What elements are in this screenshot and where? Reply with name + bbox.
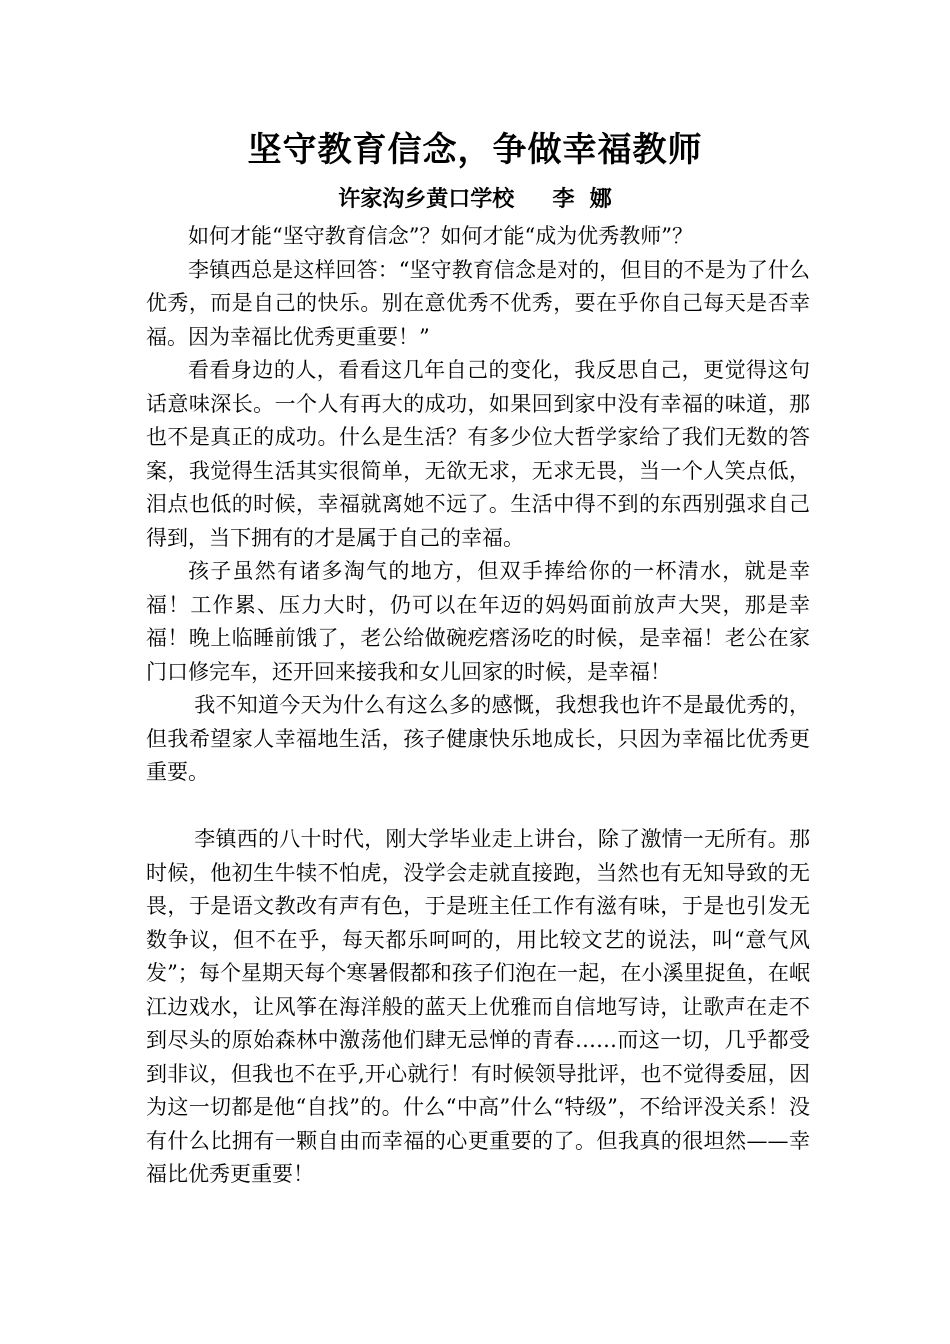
paragraph-2: 李镇西总是这样回答：“坚守教育信念是对的，但目的不是为了什么优秀，而是自己的快乐。别在意优秀不优秀，要在乎你自己每天是否幸福。因为幸福比优秀更重要！” bbox=[146, 257, 810, 349]
paragraph-5: 我不知道今天为什么有这么多的感慨，我想我也许不是最优秀的，但我希望家人幸福地生活，孩子健康快乐地成长，只因为幸福比优秀更重要。 bbox=[146, 693, 810, 784]
paragraph-3: 看看身边的人，看看这几年自己的变化，我反思自己，更觉得这句话意味深长。一个人有再大的成功，如果回到家中没有幸福的味道，那也不是真正的成功。什么是生活？有多少位大哲学家给了我们无数的答案，我觉得生活其实很简单，无欲无求，无求无畏，当一个人笑点低，泪点也低的时候，幸福就离她不远了。生活中得不到的东西别强求自己得到，当下拥有的才是属于自己的幸福。 bbox=[146, 358, 810, 550]
paragraph-4: 孩子虽然有诸多淘气的地方，但双手捧给你的一杯清水，就是幸福！工作累、压力大时，仍可以在年迈的妈妈面前放声大哭，那是幸福！晚上临睡前饿了，老公给做碗疙瘩汤吃的时候，是幸福！老公在家门口修完车，还开回来接我和女儿回家的时候，是幸福！ bbox=[146, 559, 810, 684]
author-line: 许家沟乡黄口学校 李 娜 bbox=[338, 186, 612, 212]
document-body bbox=[146, 220, 810, 1192]
paragraph-spacer bbox=[146, 790, 810, 824]
paragraph-6: 李镇西的八十时代，刚大学毕业走上讲台，除了激情一无所有。那时候，他初生牛犊不怕虎，没学会走就直接跑，当然也有无知导致的无畏，于是语文教改有声有色，于是班主任工作有滋有味，于是也引发无数争议，但不在乎，每天都乐呵呵的，用比较文艺的说法，叫“意气风发”；每个星期天每个寒暑假都和孩子们泡在一起，在小溪里捉鱼，在岷江边戏水，让风筝在海洋般的蓝天上优雅而自信地写诗，让歌声在走不到尽头的原始森林中激荡他们肆无忌惮的青春……而这一切，几乎都受到非议，但我也不在乎,开心就行！有时候领导批评，也不觉得委屈，因为这一切都是他“自找”的。什么“中高”什么“特级”，不给评没关系！没有什么比拥有一颗自由而幸福的心更重要的了。但我真的很坦然——幸福比优秀更重要！ bbox=[146, 827, 810, 1186]
document-title: 坚守教育信念，争做幸福教师 bbox=[247, 130, 703, 170]
paragraph-1: 如何才能“坚守教育信念”？如何才能“成为优秀教师”？ bbox=[188, 224, 693, 248]
